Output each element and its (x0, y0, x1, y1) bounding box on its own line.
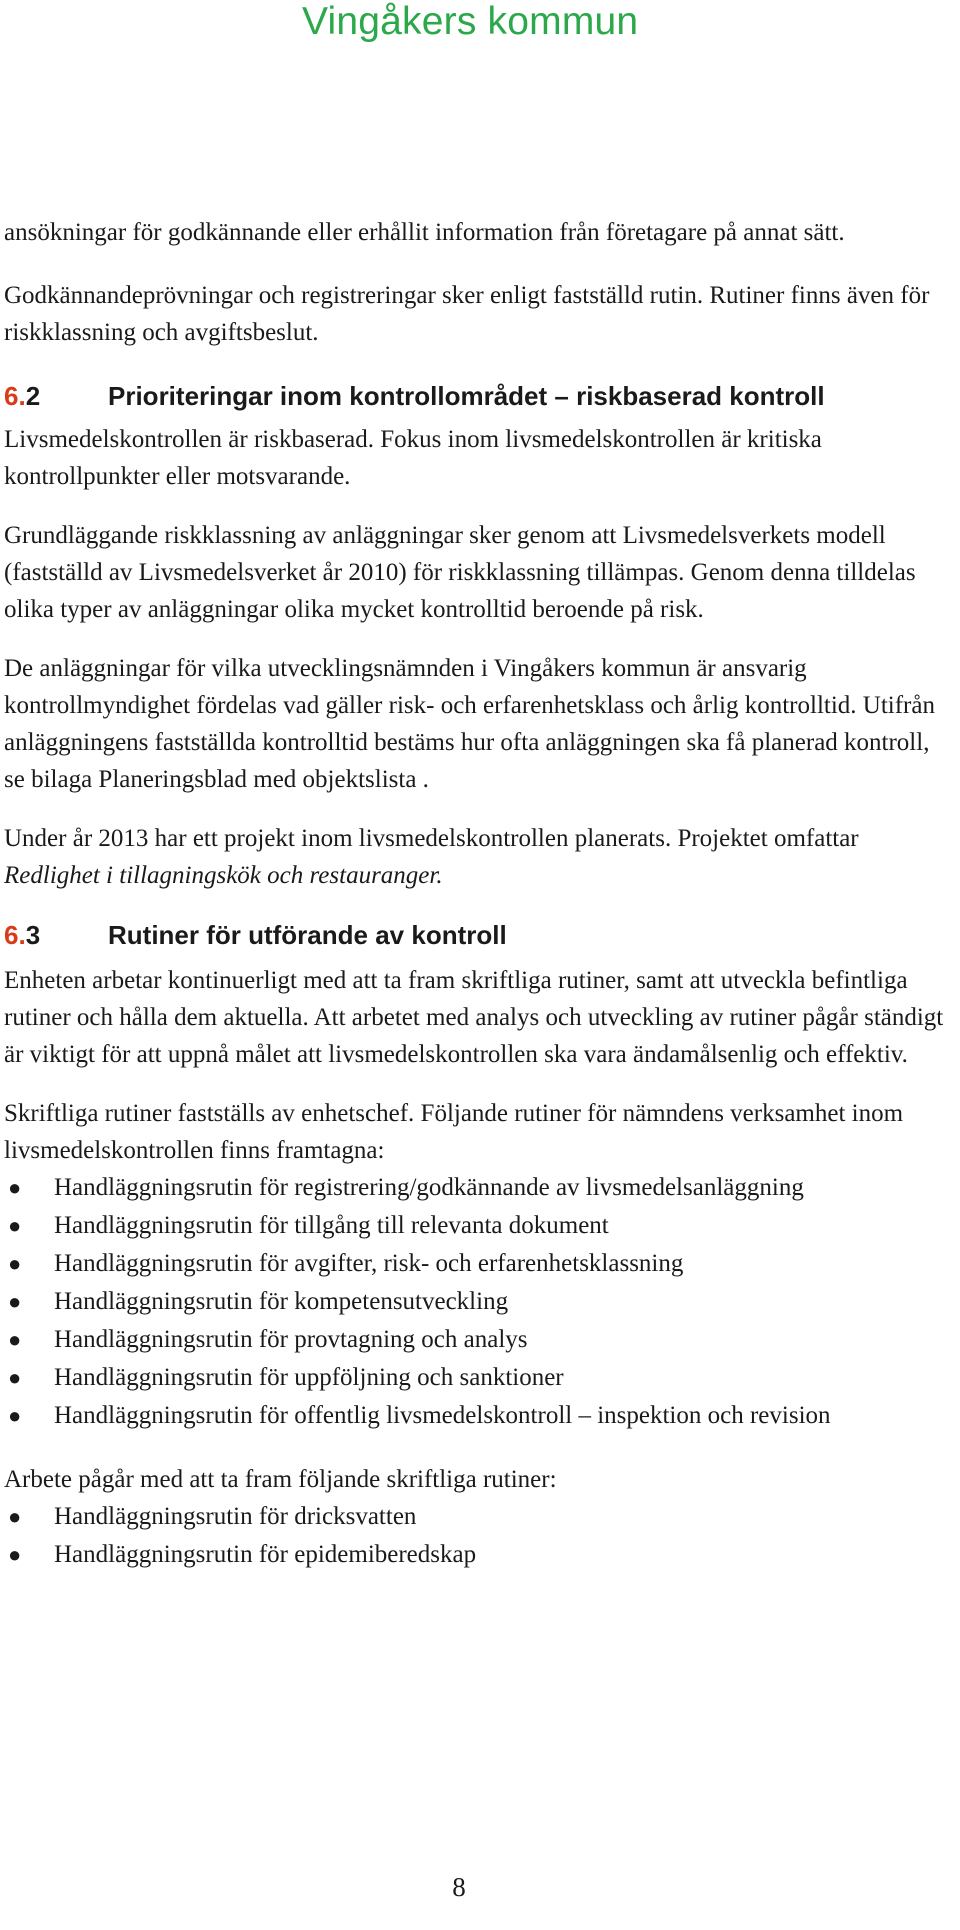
section-number: 6.2 (4, 381, 41, 411)
section-title: Rutiner för utförande av kontroll (108, 920, 507, 950)
list-item: ● Handläggningsrutin för offentlig livsmedelskontroll – inspektion och revision (4, 1397, 954, 1435)
list-item: ● Handläggningsrutin för kompetensutveckling (4, 1283, 954, 1321)
bullet-icon: ● (8, 1327, 22, 1352)
paragraph: Grundläggande riskklassning av anläggningar sker genom att Livsmedelsverkets modell (fastställd av Livsmedelsverket år 2010) för riskklassning tillämpas. Genom denna tilldelas olika typer av anläggningar olika mycket kontrolltid beroende på risk. (4, 522, 916, 623)
paragraph: Under år 2013 har ett projekt inom livsmedelskontrollen planerats. Projektet omfattar Redlighet i tillagningskök och restauranger. (4, 825, 859, 889)
existing-routines-list (4, 1169, 954, 1435)
list-item: ● Handläggningsrutin för provtagning och analys (4, 1321, 954, 1359)
bullet-icon: ● (8, 1213, 22, 1238)
paragraph: Godkännandeprövningar och registreringar sker enligt fastställd rutin. Rutiner finns även för riskklassning och avgiftsbeslut. (4, 282, 930, 346)
paragraph: Livsmedelskontrollen är riskbaserad. Fokus inom livsmedelskontrollen är kritiska kontrollpunkter eller motsvarande. (4, 426, 822, 490)
list-item: ● Handläggningsrutin för avgifter, risk- och erfarenhetsklassning (4, 1245, 954, 1283)
section-heading-6-3 (4, 916, 954, 954)
in-progress-routines-list (4, 1498, 954, 1574)
list-item: ● Handläggningsrutin för registrering/godkännande av livsmedelsanläggning (4, 1169, 954, 1207)
list-item: ● Handläggningsrutin för tillgång till relevanta dokument (4, 1207, 954, 1245)
document-header-title: Vingåkers kommun (302, 0, 639, 43)
section-number: 6.3 (4, 920, 41, 950)
paragraph: Skriftliga rutiner fastställs av enhetschef. Följande rutiner för nämndens verksamhet inom livsmedelskontrollen finns framtagna: (4, 1100, 904, 1164)
paragraph: De anläggningar för vilka utvecklingsnämnden i Vingåkers kommun är ansvarig kontrollmyndighet fördelas vad gäller risk- och erfarenhetsklass och årlig kontrolltid. Utifrån anläggningens fastställda kontrolltid bestäms hur ofta anläggningen ska få planerad kontroll, se bilaga Planeringsblad med objektslista . (4, 655, 935, 793)
document-body (4, 214, 954, 1574)
section-heading-6-2 (4, 377, 954, 415)
bullet-icon: ● (8, 1289, 22, 1314)
section-title: Prioriteringar inom kontrollområdet – riskbaserad kontroll (108, 381, 825, 411)
paragraph: Arbete pågår med att ta fram följande skriftliga rutiner: (4, 1466, 557, 1493)
bullet-icon: ● (8, 1175, 22, 1200)
bullet-icon: ● (8, 1365, 22, 1390)
paragraph: ansökningar för godkännande eller erhållit information från företagare på annat sätt. (4, 219, 845, 246)
list-item: ● Handläggningsrutin för dricksvatten (4, 1498, 954, 1536)
list-item: ● Handläggningsrutin för epidemiberedskap (4, 1536, 954, 1574)
bullet-icon: ● (8, 1542, 22, 1567)
paragraph: Enheten arbetar kontinuerligt med att ta fram skriftliga rutiner, samt att utveckla befintliga rutiner och hålla dem aktuella. Att arbetet med analys och utveckling av rutiner pågår ständigt är viktigt för att uppnå målet att livsmedelskontrollen ska vara ändamålsenlig och effektiv. (4, 967, 944, 1068)
bullet-icon: ● (8, 1403, 22, 1428)
bullet-icon: ● (8, 1504, 22, 1529)
bullet-icon: ● (8, 1251, 22, 1276)
page-number: 8 (452, 1872, 466, 1902)
list-item: ● Handläggningsrutin för uppföljning och sanktioner (4, 1359, 954, 1397)
project-name: Redlighet i tillagningskök och restauranger. (4, 862, 443, 889)
